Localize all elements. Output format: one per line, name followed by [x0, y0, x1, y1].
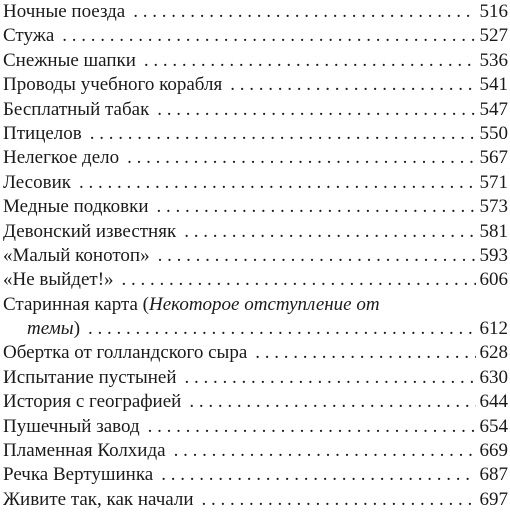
dot-leader: [122, 268, 476, 292]
toc-entry-title: Лесовик: [3, 171, 71, 193]
dot-leader: [157, 98, 475, 122]
toc-entry-page: 612: [479, 318, 508, 340]
table-of-contents: [3, 0, 508, 512]
dot-leader: [88, 317, 475, 341]
toc-entry: [3, 171, 508, 195]
toc-entry: [3, 463, 508, 487]
toc-entry: [3, 268, 508, 292]
toc-entry: [3, 366, 508, 390]
toc-entry: [3, 415, 508, 439]
toc-entry-page: 628: [479, 342, 508, 364]
dot-leader: [157, 195, 476, 219]
toc-entry: [3, 122, 508, 146]
toc-entry-title-italic-1: Некоторое отступление от: [149, 293, 380, 315]
toc-entry-title: Медные подковки: [3, 196, 149, 218]
toc-entry-title: Девонский известняк: [3, 220, 177, 242]
toc-entry-page: 527: [479, 25, 508, 47]
dot-leader: [161, 463, 475, 487]
dot-leader: [144, 49, 476, 73]
toc-entry-title-italic-2: темы: [27, 318, 74, 340]
toc-entry: [3, 439, 508, 463]
toc-entry-page: 606: [479, 269, 508, 291]
toc-entry-title: Испытание пустыней: [3, 366, 177, 388]
toc-entry-multiline: [3, 293, 508, 342]
dot-leader: [185, 366, 476, 390]
toc-entry-page: 593: [479, 244, 508, 266]
toc-entry-page: 567: [479, 147, 508, 169]
toc-entry-title: Бесплатный табак: [3, 98, 150, 120]
toc-entry: [3, 49, 508, 73]
toc-entry-title: Нелегкое дело: [3, 147, 120, 169]
toc-entry: [3, 341, 508, 365]
toc-entry-page: 581: [479, 220, 508, 242]
toc-entry: [3, 24, 508, 48]
dot-leader: [189, 390, 475, 414]
toc-entry-title: Обертка от голландского сыра: [3, 342, 248, 364]
dot-leader: [133, 0, 475, 24]
toc-entry-page: 516: [479, 1, 508, 22]
toc-entry: [3, 195, 508, 219]
toc-entry: [3, 0, 508, 24]
toc-entry-page: 536: [479, 49, 508, 71]
dot-leader: [79, 171, 476, 195]
toc-entry-title-line-2: [3, 317, 508, 341]
toc-entry-page: 547: [479, 98, 508, 120]
toc-entry-title: Снежные шапки: [3, 49, 136, 71]
toc-entry: [3, 244, 508, 268]
dot-leader: [62, 24, 475, 48]
toc-entry-title: Речка Вертушинка: [3, 464, 154, 486]
toc-entry-title-line-1: [3, 293, 508, 317]
dot-leader: [230, 73, 475, 97]
toc-entry-page: 541: [479, 74, 508, 96]
toc-entry-page: 644: [479, 391, 508, 413]
toc-entry-title-main: Старинная карта (: [3, 293, 149, 315]
toc-entry-title: Пушечный завод: [3, 415, 140, 437]
dot-leader: [148, 415, 476, 439]
toc-entry-title: История с географией: [3, 391, 182, 413]
toc-entry-page: 697: [479, 488, 508, 510]
toc-entry-page: 630: [479, 366, 508, 388]
dot-leader: [158, 244, 476, 268]
toc-entry-title: Стужа: [3, 25, 55, 47]
dot-leader: [255, 341, 475, 365]
dot-leader: [202, 488, 476, 512]
toc-entry-title: «Не выйдет!»: [3, 269, 114, 291]
toc-entry-title: Птицелов: [3, 122, 82, 144]
toc-entry: [3, 220, 508, 244]
toc-entry-title: Ночные поезда: [3, 1, 126, 22]
toc-entry-page: 571: [479, 171, 508, 193]
toc-entry-title: Живите так, как начали: [3, 488, 194, 510]
dot-leader: [184, 220, 475, 244]
toc-entry-page: 669: [479, 440, 508, 462]
toc-entry: [3, 73, 508, 97]
toc-entry-page: 654: [479, 415, 508, 437]
toc-entry-title: «Малый конотоп»: [3, 244, 150, 266]
toc-entry: [3, 488, 508, 512]
toc-entry: [3, 146, 508, 170]
toc-entry: [3, 98, 508, 122]
dot-leader: [174, 439, 476, 463]
dot-leader: [127, 146, 475, 170]
toc-entry: [3, 390, 508, 414]
toc-entry-title: Проводы учебного корабля: [3, 74, 223, 96]
toc-entry-title: Пламенная Колхида: [3, 440, 166, 462]
toc-entry-page: 550: [479, 122, 508, 144]
toc-entry-page: 573: [479, 196, 508, 218]
toc-entry-title-close: ): [73, 318, 81, 340]
dot-leader: [90, 122, 476, 146]
toc-entry-page: 687: [479, 464, 508, 486]
